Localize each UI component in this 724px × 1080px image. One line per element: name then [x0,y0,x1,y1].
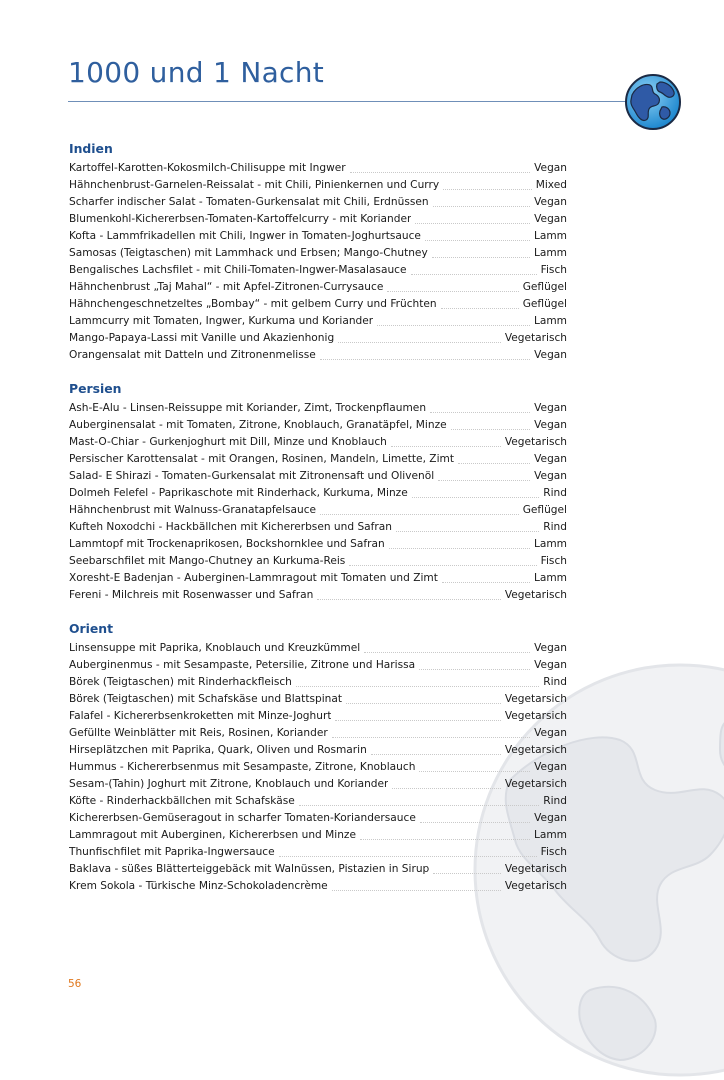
dotted-leader [360,839,530,840]
dotted-leader [364,652,530,653]
dish-category: Vegetarisch [504,332,567,344]
dotted-leader [419,669,530,670]
dish-name: Sesam-(Tahin) Joghurt mit Zitrone, Knoblauch und Koriander [69,778,389,790]
menu-item [69,861,567,878]
dotted-leader [338,342,501,343]
menu-item [69,810,567,827]
dish-category: Mixed [535,179,567,191]
dish-category: Fisch [540,264,567,276]
menu-item [69,211,567,228]
menu-item [69,519,567,536]
dish-category: Vegetarisch [504,863,567,875]
dish-name: Kufteh Noxodchi - Hackbällchen mit Kichererbsen und Safran [69,521,392,533]
dish-category: Lamm [533,247,567,259]
menu-item [69,245,567,262]
dotted-leader [458,463,530,464]
dish-name: Hähnchenbrust mit Walnuss-Granatapfelsauce [69,504,317,516]
dish-name: Dolmeh Felefel - Paprikaschote mit Rinderhack, Kurkuma, Minze [69,487,408,499]
dotted-leader [433,873,501,874]
dish-name: Scharfer indischer Salat - Tomaten-Gurkensalat mit Chili, Erdnüssen [69,196,429,208]
page-title: 1000 und 1 Nacht [68,56,325,89]
dish-category: Vegan [534,470,567,482]
dish-category: Vegetarisch [504,436,567,448]
section-indien [69,140,567,364]
dish-name: Hähnchenbrust-Garnelen-Reissalat - mit Chili, Pinienkernen und Curry [69,179,440,191]
menu-item [69,708,567,725]
dish-name: Hummus - Kichererbsenmus mit Sesampaste, Zitrone, Knoblauch [69,761,416,773]
dotted-leader [392,788,500,789]
dish-name: Auberginenmus - mit Sesampaste, Petersilie, Zitrone und Harissa [69,659,416,671]
dish-category: Vegan [534,659,567,671]
menu-item [69,417,567,434]
menu-item [69,553,567,570]
menu-item [69,279,567,296]
dotted-leader [430,412,530,413]
menu-item [69,674,567,691]
globe-icon [624,73,682,131]
menu-item [69,434,567,451]
dish-category: Vegan [534,162,567,174]
menu-item [69,347,567,364]
page-number: 56 [68,978,82,990]
dish-category: Vegan [534,812,567,824]
dish-name: Kichererbsen-Gemüseragout in scharfer Tomaten-Koriandersauce [69,812,416,824]
menu-item [69,640,567,657]
dish-name: Thunfischfilet mit Paprika-Ingwersauce [69,846,275,858]
dish-name: Auberginensalat - mit Tomaten, Zitrone, Knoblauch, Granatäpfel, Minze [69,419,447,431]
dish-category: Fisch [540,555,567,567]
dotted-leader [415,223,530,224]
dish-name: Lammragout mit Auberginen, Kichererbsen und Minze [69,829,357,841]
dotted-leader [317,599,501,600]
menu-item [69,313,567,330]
dish-name: Kofta - Lammfrikadellen mit Chili, Ingwer in Tomaten-Joghurtsauce [69,230,421,242]
dotted-leader [438,480,530,481]
menu-item [69,228,567,245]
menu-item [69,691,567,708]
dish-category: Lamm [533,230,567,242]
dish-name: Mango-Papaya-Lassi mit Vanille und Akazienhonig [69,332,335,344]
dotted-leader [371,754,501,755]
dish-name: Blumenkohl-Kichererbsen-Tomaten-Kartoffelcurry - mit Koriander [69,213,412,225]
dish-category: Fisch [540,846,567,858]
menu-item [69,742,567,759]
dish-category: Geflügel [522,298,567,310]
dish-name: Bengalisches Lachsfilet - mit Chili-Tomaten-Ingwer-Masalasauce [69,264,407,276]
dish-category: Vegan [534,761,567,773]
section-heading: Indien [69,141,113,156]
dish-category: Vegan [534,349,567,361]
dish-category: Lamm [533,829,567,841]
dish-name: Hähnchengeschnetzeltes „Bombay“ - mit gelbem Curry und Früchten [69,298,437,310]
menu-item [69,570,567,587]
section-persien [69,380,567,604]
title-rule [68,101,628,102]
dish-category: Vegetarsich [504,778,567,790]
dotted-leader [432,257,530,258]
dish-category: Vegan [534,213,567,225]
dish-category: Rind [543,521,567,533]
dish-category: Rind [543,487,567,499]
dotted-leader [279,856,537,857]
menu-item [69,502,567,519]
dish-category: Lamm [533,572,567,584]
dish-category: Lamm [533,315,567,327]
menu-item [69,400,567,417]
section-heading: Orient [69,621,114,636]
dotted-leader [433,206,531,207]
dish-name: Hähnchenbrust „Taj Mahal“ - mit Apfel-Zitronen-Currysauce [69,281,384,293]
menu-item [69,160,567,177]
menu-item [69,657,567,674]
menu-item [69,177,567,194]
dish-name: Ash-E-Alu - Linsen-Reissuppe mit Koriander, Zimt, Trockenpflaumen [69,402,427,414]
menu-item [69,844,567,861]
dotted-leader [387,291,518,292]
dotted-leader [441,308,519,309]
dotted-leader [451,429,530,430]
dish-name: Krem Sokola - Türkische Minz-Schokoladencrème [69,880,328,892]
dish-category: Geflügel [522,504,567,516]
dotted-leader [349,565,536,566]
dotted-leader [442,582,530,583]
dish-name: Persischer Karottensalat - mit Orangen, Rosinen, Mandeln, Limette, Zimt [69,453,454,465]
dish-category: Vegan [534,419,567,431]
dish-category: Lamm [533,538,567,550]
dish-category: Vegan [534,727,567,739]
dotted-leader [396,531,539,532]
dish-name: Börek (Teigtaschen) mit Schafskäse und Blattspinat [69,693,343,705]
menu-list [69,140,567,911]
dotted-leader [391,446,501,447]
dish-name: Köfte - Rinderhackbällchen mit Schafskäse [69,795,295,807]
dish-name: Gefüllte Weinblätter mit Reis, Rosinen, Koriander [69,727,328,739]
menu-item [69,776,567,793]
menu-item [69,536,567,553]
dish-name: Falafel - Kichererbsenkroketten mit Minze-Joghurt [69,710,332,722]
dish-name: Samosas (Teigtaschen) mit Lammhack und Erbsen; Mango-Chutney [69,247,428,259]
section-orient [69,620,567,895]
dish-category: Rind [543,795,567,807]
dish-category: Vegetarisch [504,880,567,892]
dish-name: Salad- E Shirazi - Tomaten-Gurkensalat mit Zitronensaft und Olivenöl [69,470,435,482]
dish-category: Vegan [534,453,567,465]
menu-item [69,262,567,279]
dotted-leader [335,720,500,721]
dish-name: Baklava - süßes Blätterteiggebäck mit Walnüssen, Pistazien in Sirup [69,863,430,875]
menu-item [69,485,567,502]
dish-category: Vegan [534,402,567,414]
section-heading: Persien [69,381,122,396]
dotted-leader [389,548,530,549]
menu-item [69,194,567,211]
dish-name: Lammcurry mit Tomaten, Ingwer, Kurkuma und Koriander [69,315,374,327]
dotted-leader [419,771,530,772]
dish-name: Hirseplätzchen mit Paprika, Quark, Oliven und Rosmarin [69,744,367,756]
dish-category: Rind [543,676,567,688]
dish-category: Vegan [534,196,567,208]
dotted-leader [296,686,539,687]
dotted-leader [350,172,530,173]
dotted-leader [346,703,501,704]
dotted-leader [332,737,530,738]
menu-item [69,330,567,347]
dish-category: Vegetarsich [504,693,567,705]
dish-category: Vegetarsich [504,744,567,756]
dotted-leader [320,359,530,360]
menu-item [69,878,567,895]
dish-category: Vegetarsich [504,710,567,722]
menu-item [69,587,567,604]
dish-category: Vegan [534,642,567,654]
dotted-leader [412,497,540,498]
dotted-leader [332,890,501,891]
dish-name: Seebarschfilet mit Mango-Chutney an Kurkuma-Reis [69,555,346,567]
dotted-leader [420,822,530,823]
dotted-leader [443,189,532,190]
dish-name: Xoresht-E Badenjan - Auberginen-Lammragout mit Tomaten und Zimt [69,572,438,584]
menu-item [69,725,567,742]
dish-category: Vegetarisch [504,589,567,601]
menu-item [69,468,567,485]
dish-name: Mast-O-Chiar - Gurkenjoghurt mit Dill, Minze und Knoblauch [69,436,387,448]
menu-item [69,793,567,810]
menu-item [69,451,567,468]
dotted-leader [425,240,530,241]
dish-name: Linsensuppe mit Paprika, Knoblauch und Kreuzkümmel [69,642,361,654]
dotted-leader [299,805,539,806]
dish-name: Fereni - Milchreis mit Rosenwasser und Safran [69,589,314,601]
dish-name: Orangensalat mit Datteln und Zitronenmelisse [69,349,316,361]
dish-name: Börek (Teigtaschen) mit Rinderhackfleisch [69,676,292,688]
menu-item [69,759,567,776]
dotted-leader [377,325,530,326]
dotted-leader [320,514,519,515]
dish-name: Lammtopf mit Trockenaprikosen, Bockshornklee und Safran [69,538,385,550]
dish-name: Kartoffel-Karotten-Kokosmilch-Chilisuppe mit Ingwer [69,162,346,174]
menu-item [69,827,567,844]
menu-item [69,296,567,313]
dish-category: Geflügel [522,281,567,293]
dotted-leader [411,274,537,275]
